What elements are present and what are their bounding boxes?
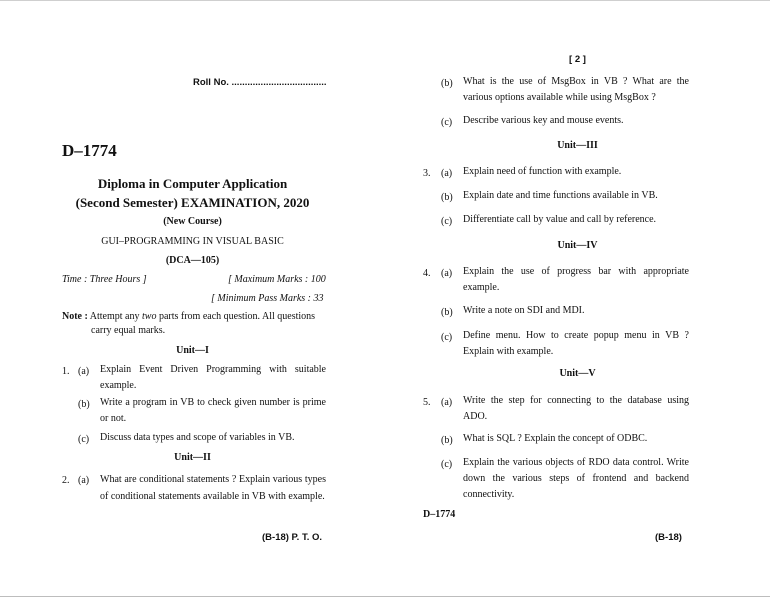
unit-3-heading: Unit—III (557, 140, 598, 151)
subject-title: GUI–PROGRAMMING IN VISUAL BASIC (101, 236, 284, 247)
q3a-label: (a) (441, 168, 453, 179)
unit-2-heading: Unit—II (174, 452, 211, 463)
q2a-text: What are conditional statements ? Explain various types of conditional statements available in VB with example. (100, 474, 326, 502)
q5b-label: (b) (441, 435, 453, 446)
q3c-text: Differentiate call by value and call by reference. (463, 214, 657, 225)
q1c-text: Discuss data types and scope of variables in VB. (100, 432, 295, 443)
time-limit: Time : Three Hours ] (62, 274, 147, 285)
unit-5-heading: Unit—V (559, 368, 596, 379)
note-label: Note : (62, 311, 88, 322)
subject-code: (DCA—105) (165, 255, 220, 266)
q1b-text: Write a program in VB to check given number is prime or not. (100, 397, 326, 424)
paper-code: D–1774 (62, 141, 117, 160)
course-label: (New Course) (163, 216, 222, 227)
q3b-label: (b) (441, 192, 453, 203)
title-line-2: (Second Semester) EXAMINATION, 2020 (75, 195, 310, 210)
roll-no: Roll No. .................................... (193, 77, 327, 88)
note-line-1: Note : Attempt any two parts from each question. All questions (62, 311, 316, 322)
page-bottom-border (0, 596, 770, 597)
q1b-label: (b) (78, 399, 90, 410)
q2b-text: What is the use of MsgBox in VB ? What are the various options available while using MsgBox ? (463, 76, 689, 103)
q5a-label: (a) (441, 397, 453, 408)
q3-number: 3. (423, 168, 431, 179)
q4b-text: Write a note on SDI and MDI. (463, 305, 585, 316)
unit-1-heading: Unit—I (176, 345, 209, 356)
q1c-label: (c) (78, 434, 90, 445)
q4c-label: (c) (441, 332, 453, 343)
title-line-1: Diploma in Computer Application (97, 176, 288, 191)
q2b-label: (b) (441, 78, 453, 89)
q2a-label: (a) (78, 475, 90, 486)
q2c-label: (c) (441, 117, 453, 128)
q3b-text: Explain date and time functions available in VB. (463, 190, 658, 201)
right-footer-code: D–1774 (423, 509, 456, 520)
q2c-text: Describe various key and mouse events. (463, 115, 624, 126)
q1a-text: Explain Event Driven Programming with suitable example. (100, 364, 326, 391)
unit-4-heading: Unit—IV (557, 240, 598, 251)
q3a-text: Explain need of function with example. (463, 166, 622, 177)
q4-number: 4. (423, 268, 431, 279)
q1a-label: (a) (78, 366, 90, 377)
left-footer: (B-18) P. T. O. (262, 532, 323, 543)
q5c-label: (c) (441, 459, 453, 470)
q4a-label: (a) (441, 268, 453, 279)
q5b-text: What is SQL ? Explain the concept of ODBC. (463, 433, 648, 444)
q4c-text: Define menu. How to create popup menu in VB ? Explain with example. (463, 330, 689, 357)
q1-number: 1. (62, 366, 70, 377)
right-footer: (B-18) (655, 532, 682, 543)
page-number: [ 2 ] (569, 54, 586, 65)
q3c-label: (c) (441, 216, 453, 227)
q5-number: 5. (423, 397, 431, 408)
q5a-text: Write the step for connecting to the database using ADO. (463, 395, 689, 422)
q2-number: 2. (62, 475, 70, 486)
q5c-text: Explain the various objects of RDO data control. Write down the various steps of frontend and backend connectivity. (463, 457, 689, 500)
min-marks: [ Minimum Pass Marks : 33 (211, 293, 324, 304)
q4b-label: (b) (441, 307, 453, 318)
q4a-text: Explain the use of progress bar with appropriate example. (463, 266, 689, 293)
note-line-2: carry equal marks. (91, 325, 166, 336)
page-top-border (0, 0, 770, 1)
max-marks: [ Maximum Marks : 100 (228, 274, 326, 285)
